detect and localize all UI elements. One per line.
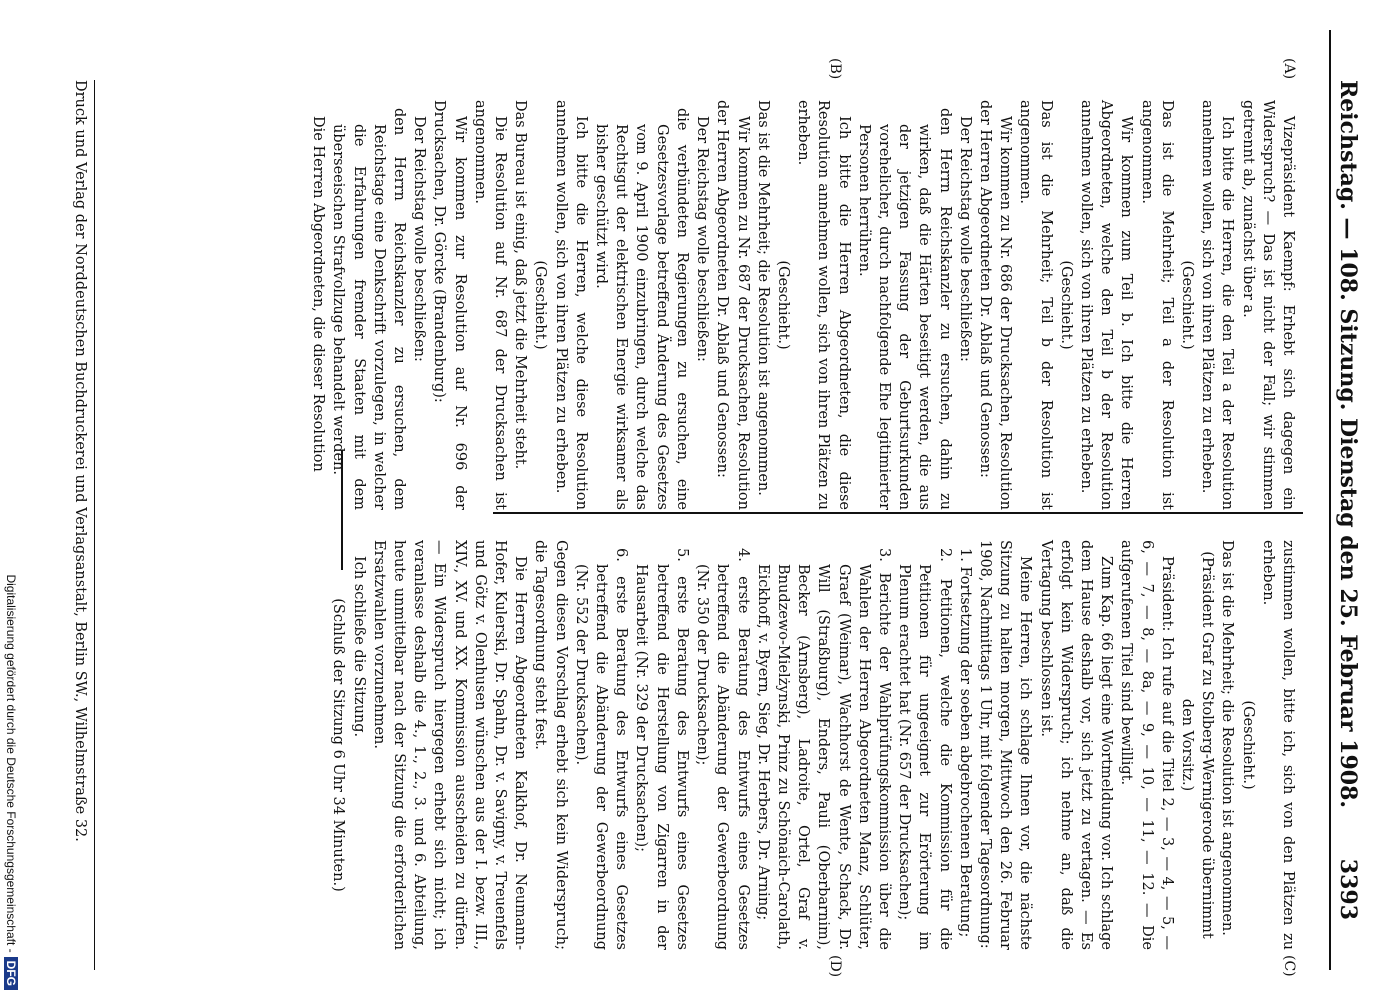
header-title: Reichstag. — 108. Sitzung. Dienstag den 25. Februar 1908. [1335,80,1361,809]
right-column [328,540,1298,950]
paragraph: Zum Kap. 66 liegt eine Wortmeldung vor. Ich schlage dem Hause deshalb vor, sich jetzt zu vertagen. — Es erfolgt kein Widerspruch; ich nehme an, daß die Vertagung beschlossen ist. [1037,540,1115,950]
margin-marker-b: (B) [827,58,843,80]
paragraph: Wir kommen zu Nr. 686 der Drucksachen, Resolution der Herren Abgeordneten Dr. Ablaß und Genossen: [976,100,1014,510]
paragraph: (Geschieht.) [1057,260,1074,350]
paragraph: Meine Herren, ich schlage Ihnen vor, die nächste Sitzung zu halten morgen, Mittwoch den 26. Februar 1908, Nachmittags 1 Uhr, mit folgender Tagesordnung: [976,540,1034,950]
paragraph: Gegen diesen Vorschlag erhebt sich kein Widerspruch; die Tagesordnung steht fest. [532,540,569,950]
paragraph: Die Resolution auf Nr. 687 der Drucksachen ist angenommen. [471,100,509,510]
paragraph: (Geschieht.) [774,260,791,350]
margin-marker-a: (A) [1281,58,1297,80]
paragraph: Der Reichstag wolle beschließen: [411,116,428,362]
paragraph: (Präsident Graf zu Stolberg-Wernigerode übernimmt den Vorsitz.) [1178,551,1216,939]
agenda-item: 3. Berichte der Wahlprüfungskommission über die Wahlen der Herren Abgeordneten Manz, Schlüter, Graef (Weimar), Wachhorst de Wente, Schack, Dr. Will (Straßburg), Enders, Pauli (Oberbarnim), Becker (Arnsberg), Ladroite, Ortel, Graf v. Bnudzewo-Mielżynski, Prinz zu Schönaich-Carolath, Eickhoff, v. Byern, Sieg, Dr. Herbers, Dr. Arning; [754,548,892,950]
left-column [308,100,1298,510]
agenda-item: 6. erste Beratung des Entwurfs eines Gesetzes betreffend die Abänderung der Gewerbeordnung (Nr. 552 der Drucksachen). [572,548,630,950]
imprint-footer: Druck und Verlag der Norddeutschen Buchdruckerei und Verlagsanstalt, Berlin SW., Wilhelmstraße 32. [72,80,95,970]
paragraph: Wir kommen zur Resolution auf Nr. 696 der Drucksachen, Dr. Görcke (Brandenburg): [431,100,468,510]
paragraph: Das ist die Mehrheit; Teil b der Resolution ist angenommen. [1017,100,1054,510]
paragraph: (Geschieht.) [1178,260,1195,350]
closing-rule [341,450,343,570]
margin-marker-d: (D) [827,955,843,978]
paragraph: Wir kommen zu Nr. 687 der Drucksachen, Resolution der Herren Abgeordneten Dr. Ablaß und Genossen: [714,100,751,510]
paragraph: Vizepräsident Kaempf: Erhebt sich dagegen ein Widerspruch? — Das ist nicht der Fall; wir stimmen getrennt ab, zunächst über a. [1239,100,1296,510]
paragraph: zustimmen wollen, bitte ich, sich von den Plätzen zu erheben. [1259,540,1296,950]
paragraph: Präsident: Ich rufe auf die Titel 2, — 3, — 4, — 5, — 6, — 7, — 8, — 8a, — 9, — 10, — 11, — 12. — Die aufgerufenen Titel sind bewilligt. [1118,540,1175,950]
digitization-text: Digitalisierung gefördert durch die Deutsche Forschungsgemeinschaft - [4,574,18,953]
column-divider [493,512,1303,514]
paragraph: Der Reichstag wolle beschließen: [694,116,711,362]
paragraph: (Geschieht.) [1239,700,1256,790]
paragraph: Der Reichstag wolle beschließen: [956,116,973,362]
paragraph: Das ist die Mehrheit; Teil a der Resolution ist angenommen. [1138,100,1175,510]
paragraph: (Schluß der Sitzung 6 Uhr 34 Minuten.) [330,598,347,892]
agenda-item: 1. Fortsetzung der soeben abgebrochenen Beratung; [956,548,973,938]
paragraph: Wir kommen zum Teil b. Ich bitte die Herren Abgeordneten, welche den Teil b der Resolution annehmen wollen, sich von ihren Plätzen zu erheben. [1077,100,1135,510]
digitization-credit [4,10,18,990]
paragraph: Ich schließe die Sitzung. [350,556,367,738]
margin-marker-c: (C) [1281,955,1297,977]
paragraph: den Herrn Reichskanzler zu ersuchen, dahin zu wirken, daß die Härten beseitigt werden, die aus der jetzigen Fassung der Geburtsurkunden vorehelicher, durch nachfolgende Ehe legitimierter Personen herrühren. [855,108,953,510]
paragraph: Ich bitte die Herren Abgeordneten, die diese Resolution annehmen wollen, sich von ihren Plätzen zu erheben. [795,100,852,510]
paragraph: Das ist die Mehrheit; die Resolution ist angenommen. [754,100,771,496]
header-rule [1329,30,1331,970]
paragraph: Das Bureau ist einig, daß jetzt die Mehrheit steht. [512,100,529,470]
paragraph: Ich bitte die Herren, die den Teil a der Resolution annehmen wollen, sich von ihren Plätzen zu erheben. [1199,100,1236,510]
agenda-item: 2. Petitionen, welche die Kommission für die Petitionen für ungeeignet zur Erörterung im Plenum erachtet hat (Nr. 657 der Drucksachen); [896,548,953,950]
paragraph: den Herrn Reichskanzler zu ersuchen, dem Reichstage eine Denkschrift vorzulegen, in welcher die Erfahrungen fremder Staaten mit dem überseeischen Strafvollzuge behandelt werden. [330,108,408,510]
paragraph: Ich bitte die Herren, welche diese Resolution annehmen wollen, sich von ihren Plätzen zu erheben. [552,100,589,510]
agenda-item: 5. erste Beratung des Entwurfs eines Gesetzes betreffend die Herstellung von Zigarren in der Hausarbeit (Nr. 329 der Drucksachen); [633,548,690,950]
agenda-item: 4. erste Beratung des Entwurfs eines Gesetzes betreffend die Abänderung der Gewerbeordnung (Nr. 350 der Drucksachen); [694,548,751,950]
dfg-logo: DFG [4,957,18,990]
page-number: 3393 [1335,858,1361,920]
paragraph: die verbündeten Regierungen zu ersuchen, eine Gesetzesvorlage betreffend Änderung des Gesetzes vom 9. April 1900 einzubringen, durch welche das Rechtsgut der elektrischen Energie wirksamer als bisher geschützt wird. [593,108,690,510]
paragraph: (Geschieht.) [532,260,549,350]
paragraph: Die Herren Abgeordneten Kalkhof, Dr. Neumann-Hofer, Kulerski, Dr. Spahn, Dr. v. Savigny, v. Treuenfels und Götz v. Olenhusen wünschen aus der I. bezw. III., XIV., XV. und XX. Kommission ausscheiden zu dürfen. — Ein Widerspruch hiergegen erhebt sich nicht; ich veranlasse deshalb die 4., 1., 2., 3. und 6. Abteilung, heute unmittelbar nach der Sitzung die erforderlichen Ersatzwahlen vorzunehmen. [370,540,529,950]
paragraph: Die Herren Abgeordneten, die dieser Resolution [310,116,327,472]
paragraph: Das ist die Mehrheit; die Resolution ist angenommen. [1219,540,1236,936]
page-header [1321,40,1361,960]
